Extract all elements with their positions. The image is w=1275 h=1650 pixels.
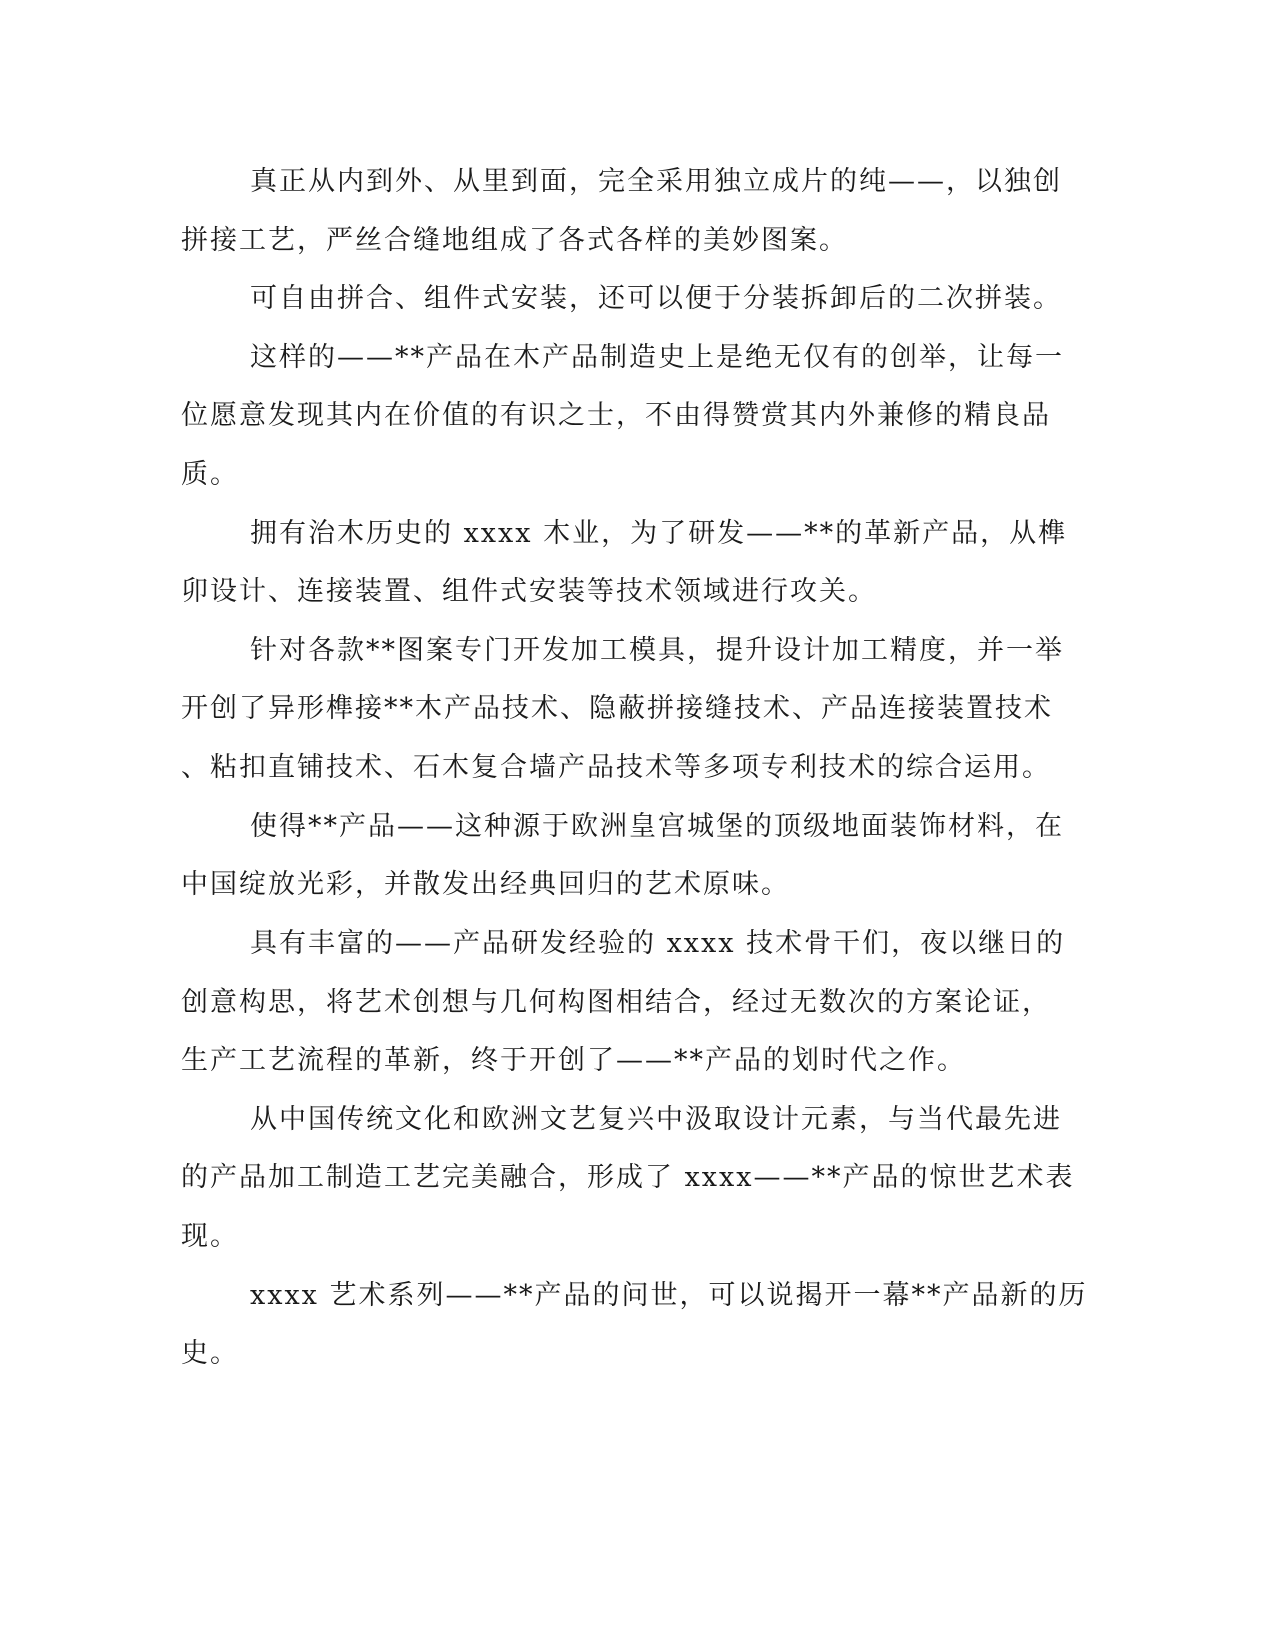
text-line: 创意构思，将艺术创想与几何构图相结合，经过无数次的方案论证， (181, 987, 1051, 1018)
text-line: 中国绽放光彩，并散发出经典回归的艺术原味。 (181, 869, 790, 900)
text-line: 现。 (181, 1221, 239, 1252)
text-line: 拼接工艺，严丝合缝地组成了各式各样的美妙图案。 (181, 225, 848, 256)
text-line: 卯设计、连接装置、组件式安装等技术领域进行攻关。 (181, 576, 877, 607)
text-line: 的产品加工制造工艺完美融合，形成了 xxxx——**产品的惊世艺术表 (181, 1162, 1075, 1193)
text-line: 位愿意发现其内在价值的有识之士，不由得赞赏其内外兼修的精良品 (181, 400, 1051, 431)
text-line: 使得**产品——这种源于欧洲皇宫城堡的顶级地面装饰材料，在 (250, 811, 1064, 842)
text-line: 质。 (181, 459, 239, 490)
text-line: 、粘扣直铺技术、石木复合墙产品技术等多项专利技术的综合运用。 (181, 752, 1051, 783)
text-line: 生产工艺流程的革新，终于开创了——**产品的划时代之作。 (181, 1045, 966, 1076)
text-line: 开创了异形榫接**木产品技术、隐蔽拼接缝技术、产品连接装置技术 (181, 693, 1053, 724)
text-line: 真正从内到外、从里到面，完全采用独立成片的纯——，以独创 (250, 166, 1062, 197)
text-line: 从中国传统文化和欧洲文艺复兴中汲取设计元素，与当代最先进 (250, 1104, 1062, 1135)
text-line: 针对各款**图案专门开发加工模具，提升设计加工精度，并一举 (250, 635, 1064, 666)
text-line: 可自由拼合、组件式安装，还可以便于分装拆卸后的二次拼装。 (250, 283, 1062, 314)
text-line: xxxx 艺术系列——**产品的问世，可以说揭开一幕**产品新的历 (250, 1280, 1088, 1311)
text-line: 史。 (181, 1338, 239, 1369)
text-line: 具有丰富的——产品研发经验的 xxxx 技术骨干们，夜以继日的 (250, 928, 1066, 959)
text-line: 拥有治木历史的 xxxx 木业，为了研发——**的革新产品，从榫 (250, 518, 1068, 549)
text-line: 这样的——**产品在木产品制造史上是绝无仅有的创举，让每一 (250, 342, 1064, 373)
